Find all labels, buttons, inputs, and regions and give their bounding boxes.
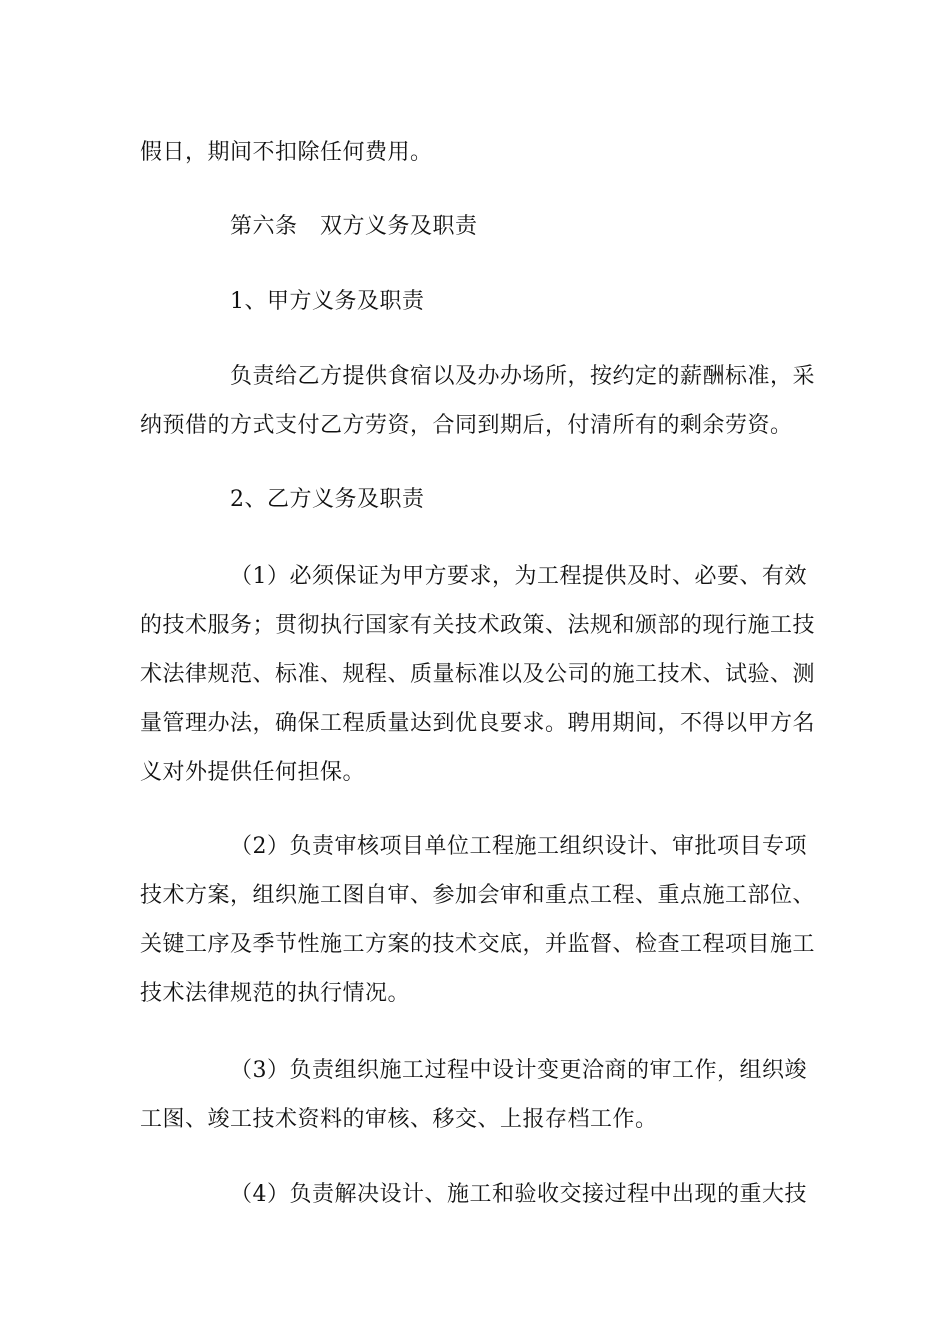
text-line: 纳预借的方式支付乙方劳资，合同到期后，付清所有的剩余劳资。 — [140, 413, 793, 438]
text-line: （2）负责审核项目单位工程施工组织设计、审批项目专项 — [230, 834, 807, 859]
party-b-item-4 — [140, 1170, 820, 1219]
text-line: （1）必须保证为甲方要求，为工程提供及时、必要、有效 — [230, 564, 807, 589]
paragraph-holiday — [140, 128, 820, 177]
text-line: 关键工序及季节性施工方案的技术交底，并监督、检查工程项目施工 — [140, 932, 816, 957]
text-line: 义对外提供任何担保。 — [140, 760, 366, 785]
party-b-item-3 — [140, 1046, 820, 1144]
party-a-heading — [140, 277, 820, 326]
text-line: 术法律规范、标准、规程、质量标准以及公司的施工技术、试验、测 — [140, 662, 816, 687]
party-a-duties-paragraph — [140, 352, 820, 450]
text-line: 负责给乙方提供食宿以及办办场所，按约定的薪酬标准，采 — [230, 364, 816, 389]
text-line: 量管理办法，确保工程质量达到优良要求。聘用期间，不得以甲方名 — [140, 711, 816, 736]
text-line: 技术法律规范的执行情况。 — [140, 981, 411, 1006]
text-line: 第六条 双方义务及职责 — [230, 214, 478, 239]
article-six-heading — [140, 202, 820, 251]
text-line: 2、乙方义务及职责 — [230, 487, 425, 512]
text-line: 1、甲方义务及职责 — [230, 289, 425, 314]
party-b-item-2 — [140, 822, 820, 1018]
text-line: 假日，期间不扣除任何费用。 — [140, 140, 433, 165]
text-line: 工图、竣工技术资料的审核、移交、上报存档工作。 — [140, 1107, 658, 1132]
party-b-item-1 — [140, 552, 820, 797]
text-line: （3）负责组织施工过程中设计变更洽商的审工作，组织竣 — [230, 1058, 807, 1083]
text-line: 的技术服务；贯彻执行国家有关技术政策、法规和颁部的现行施工技 — [140, 613, 816, 638]
text-line: 技术方案，组织施工图自审、参加会审和重点工程、重点施工部位、 — [140, 883, 816, 908]
text-line: （4）负责解决设计、施工和验收交接过程中出现的重大技 — [230, 1182, 807, 1207]
party-b-heading — [140, 475, 820, 524]
